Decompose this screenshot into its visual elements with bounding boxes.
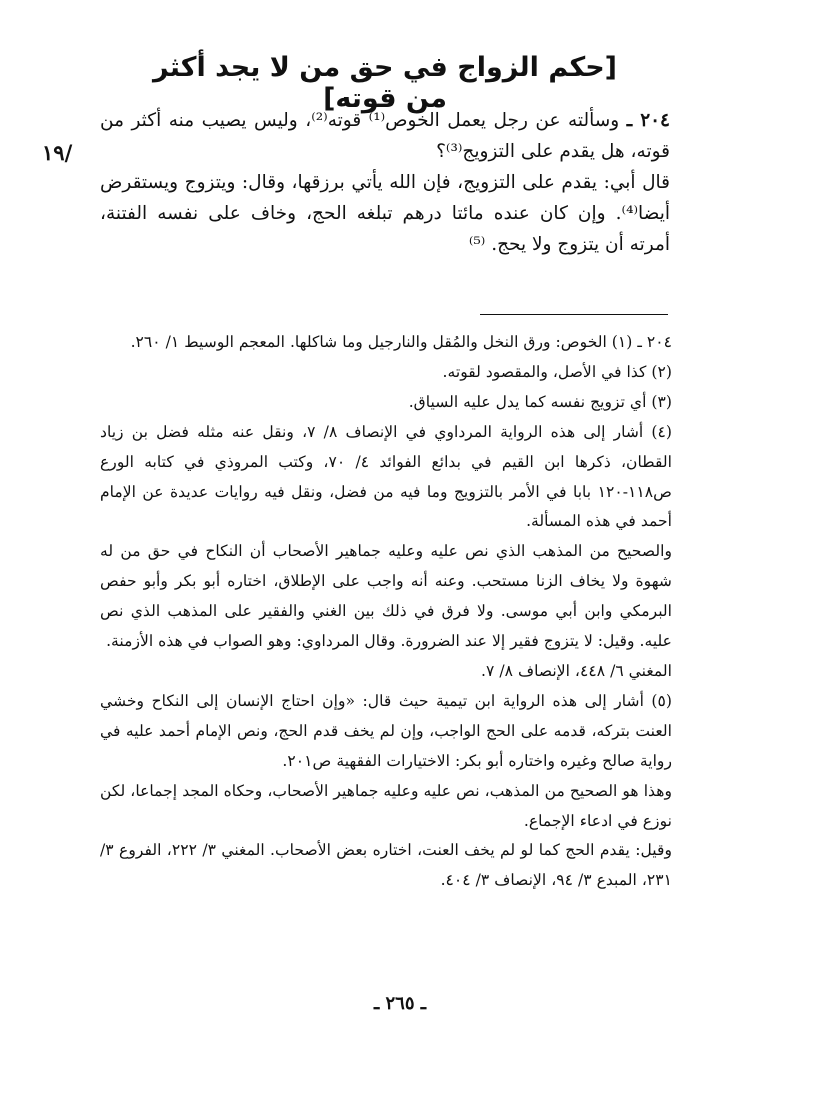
- question-paragraph-1: [100, 105, 670, 167]
- footnote-5-references: وقيل: يقدم الحج كما لو لم يخف العنت، اختاره بعض الأصحاب. المغني ٣/ ٢٢٢، الفروع ٣/ ٢٣١، المبدع ٣/ ٩٤، الإنصاف ٣/ ٤٠٤.: [100, 841, 673, 890]
- question-text: [100, 105, 670, 260]
- footnotes: [100, 328, 672, 896]
- footnote-4: (٤) أشار إلى هذه الرواية المرداوي في الإنصاف ٨/ ٧، ونقل عنه مثله فضل بن زياد القطان، ذكرها ابن القيم في بدائع الفوائد ٤/ ٧٠، وكتب المروذي في كتابه الورع ص١١٨-١٢٠ بابا في الأمر بالتزويج وما فيه من فضل، ونقل فيه روايات عديدة عن الإمام أحمد في هذه المسألة.: [100, 422, 673, 531]
- section-heading: [حكم الزواج في حق من لا يجد أكثر من قوته]: [152, 52, 618, 114]
- margin-reference: ١٩/: [42, 140, 73, 165]
- footnote-separator: [480, 314, 668, 315]
- footnote-2: (٢) كذا في الأصل، والمقصود لقوته.: [442, 362, 672, 381]
- footnote-5-continued: وهذا هو الصحيح من المذهب، نص عليه وعليه جماهير الأصحاب، وحكاه المجد إجماعا، لكن نوزع في ادعاء الإجماع.: [100, 781, 672, 830]
- question-line: وسألته عن رجل يعمل الخوص⁽¹⁾ قوته⁽²⁾، وليس يصيب منه أكثر من قوته، هل يقدم على التزويج⁽³⁾؟: [100, 110, 670, 162]
- footnote-4-continued: والصحيح من المذهب الذي نص عليه وعليه جماهير الأصحاب أن النكاح في حق من له شهوة ولا يخاف الزنا مستحب. وعنه أنه واجب على الإطلاق، اختاره أبو بكر وأبو حفص البرمكي وابن أبي موسى. ولا فرق في ذلك بين الغني والفقير على المذهب الذي نص عليه. وقيل: لا يتزوج فقير إلا عند الضرورة. وقال المرداوي: وهو الصواب في هذه الأزمنة.: [100, 542, 672, 651]
- footnote-3: (٣) أي تزويج نفسه كما يدل عليه السياق.: [408, 392, 672, 411]
- page-number: ـ ٢٦٥ ـ: [373, 993, 427, 1014]
- question-number: ٢٠٤ ـ: [626, 110, 670, 131]
- footnote-1: ٢٠٤ ـ (١) الخوص: ورق النخل والمُقل والنارجيل وما شاكلها. المعجم الوسيط ١/ ٢٦٠.: [130, 333, 672, 351]
- answer-paragraph: قال أبي: يقدم على التزويج، فإن الله يأتي برزقها، وقال: ويتزوج ويستقرض أيضا⁽⁴⁾. وإن كان عنده مائتا درهم تبلغه الحج، وخاف على نفسه الفتنة، أمرته أن يتزوج ولا يحج. ⁽⁵⁾: [100, 172, 670, 255]
- footnote-4-references: المغني ٦/ ٤٤٨، الإنصاف ٨/ ٧.: [481, 661, 672, 680]
- footnote-5: (٥) أشار إلى هذه الرواية ابن تيمية حيث قال: «وإن احتاج الإنسان إلى النكاح وخشي العنت بتركه، قدمه على الحج الواجب، وإن لم يخف قدم الحج، ونص الإمام أحمد عليه في رواية صالح وغيره واختاره أبو بكر: الاختيارات الفقهية ص٢٠١.: [100, 691, 672, 770]
